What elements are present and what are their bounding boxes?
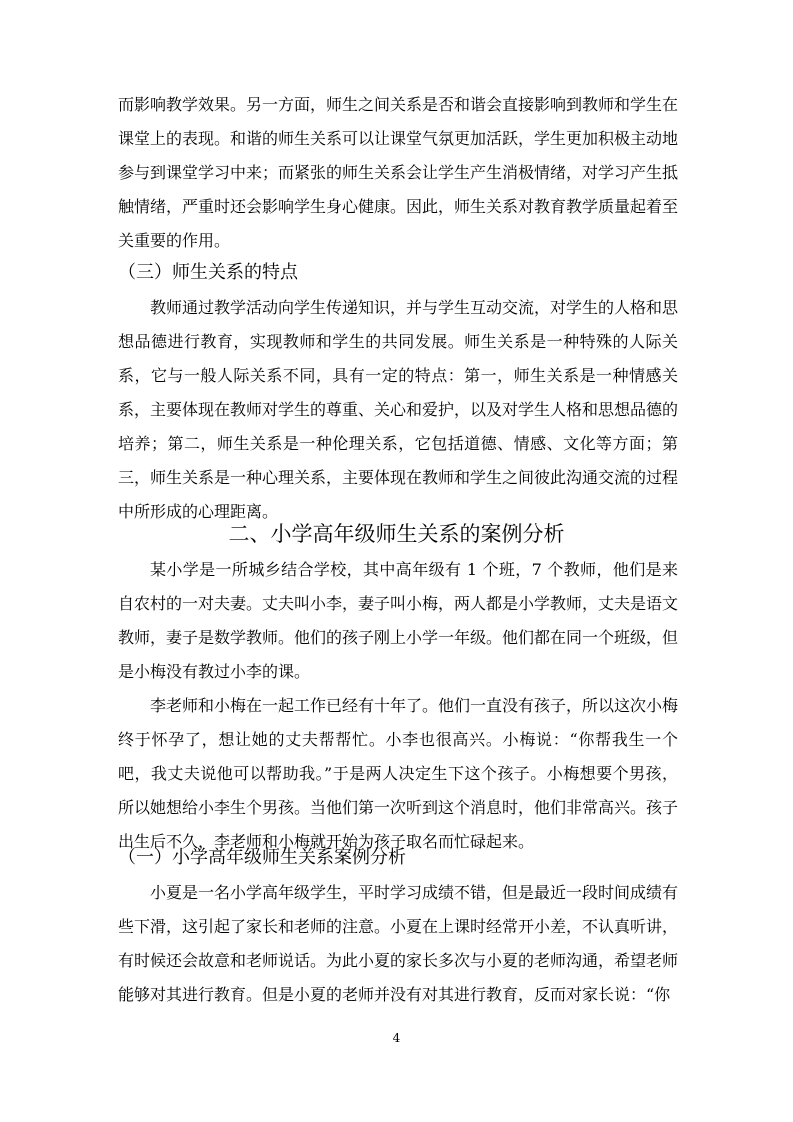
paragraph-characteristics: 教师通过教学活动向学生传递知识，并与学生互动交流，对学生的人格和思想品德进行教育，实现教师和学生的共同发展。师生关系是一种特殊的人际关系，它与一般人际关系不同，具有一定的特点：第一，师生关系是一种情感关系，主要体现在教师对学生的尊重、关心和爱护，以及对学生人格和思想品德的培养；第二，师生关系是一种伦理关系，它包括道德、情感、文化等方面；第三，师生关系是一种心理关系，主要体现在教师和学生之间彼此沟通交流的过程中所形成的心理距离。	[118, 298, 679, 521]
paragraph-teacher-story: 李老师和小梅在一起工作已经有十年了。他们一直没有孩子，所以这次小梅终于怀孕了，想让她的丈夫帮帮忙。小李也很高兴。小梅说：“你帮我生一个吧，我丈夫说他可以帮助我。”于是两人决定生下这个孩子。小梅想要个男孩，所以她想给小李生个男孩。当他们第一次听到这个消息时，他们非常高兴。孩子出生后不久，李老师和小梅就开始为孩子取名而忙碌起来。	[118, 696, 679, 851]
section-heading-characteristics: （三）师生关系的特点	[118, 262, 298, 283]
paragraph-student-case: 小夏是一名小学高年级学生，平时学习成绩不错，但是最近一段时间成绩有些下滑，这引起了家长和老师的注意。小夏在上课时经常开小差，不认真听讲，有时候还会故意和老师说话。为此小夏的家长多次与小夏的老师沟通，希望老师能够对其进行教育。但是小夏的老师并没有对其进行教育，反而对家长说：“你	[118, 883, 679, 1004]
section-heading-case-study: （一）小学高年级师生关系案例分析	[118, 847, 406, 868]
chapter-heading-case-analysis: 二、小学高年级师生关系的案例分析	[228, 522, 565, 546]
paragraph-school-background: 某小学是一所城乡结合学校，其中高年级有 1 个班，7 个教师，他们是来自农村的一对夫妻。丈夫叫小李，妻子叫小梅，两人都是小学教师，丈夫是语文教师，妻子是数学教师。他们的孩子刚上小学一年级。他们都在同一个班级，但是小梅没有教过小李的课。	[118, 560, 679, 681]
paragraph-continued: 而影响教学效果。另一方面，师生之间关系是否和谐会直接影响到教师和学生在课堂上的表现。和谐的师生关系可以让课堂气氛更加活跃，学生更加积极主动地参与到课堂学习中来；而紧张的师生关系会让学生产生消极情绪，对学习产生抵触情绪，严重时还会影响学生身心健康。因此，师生关系对教育教学质量起着至关重要的作用。	[118, 95, 679, 250]
page-number: 4	[392, 1031, 401, 1045]
